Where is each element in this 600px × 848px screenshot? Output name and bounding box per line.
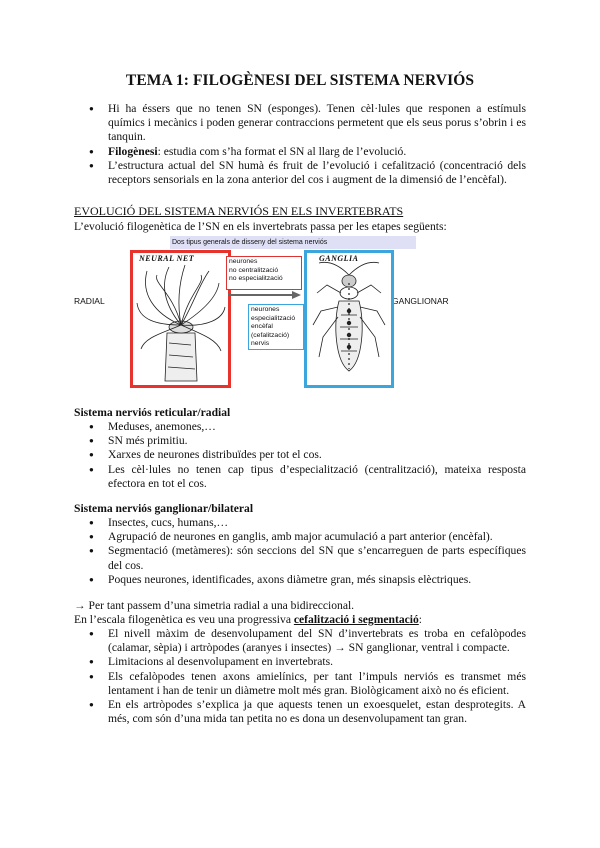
final-list — [0, 627, 600, 726]
list-item: ● Segmentació (metàmeres): són seccions del SN que s’encarreguen de parts específiques del cos. — [0, 544, 600, 572]
ganglia-tag — [248, 304, 304, 350]
radial-label: RADIAL — [74, 296, 105, 306]
list-item: ● Xarxes de neurones distribuïdes per tot el cos. — [0, 448, 600, 462]
insect-illustration — [307, 253, 391, 385]
nervous-system-figure — [74, 236, 526, 396]
tag-line: no centralització — [229, 266, 279, 274]
tag-line: especialització — [251, 314, 296, 322]
section-heading: EVOLUCIÓ DEL SISTEMA NERVIÓS EN ELS INVERTEBRATS — [74, 204, 404, 218]
page-title: TEMA 1: FILOGÈNESI DEL SISTEMA NERVIÓS — [125, 72, 475, 89]
tag-line: neurones — [229, 258, 258, 265]
radial-heading: Sistema nerviós reticular/radial — [74, 406, 231, 419]
intro-item: ● L’estructura actual del SN humà és fruit de l’evolució i cefalització (concentració dels receptors sensorials en la zona anterior del cos i augment de la dimensió de l’encèfal). — [0, 159, 600, 187]
ganglionar-label: GANGLIONAR — [392, 296, 449, 306]
tag-line: no especialització — [229, 275, 283, 282]
list-item: ● Les cèl·lules no tenen cap tipus d’especialització (centralització), mateixa resposta efectora en tot el cos. — [0, 463, 600, 491]
tag-line: neurones — [251, 306, 280, 313]
neural-net-label: NEURAL NET — [139, 254, 195, 263]
list-item: ● Insectes, cucs, humans,… — [0, 516, 600, 530]
tag-line: encèfal (cefalització) — [251, 323, 290, 339]
sea-anemone-illustration — [133, 253, 228, 385]
ganglia-box — [304, 250, 394, 388]
list-item: ● Limitacions al desenvolupament en invertebrats. — [0, 655, 600, 669]
intro-item: ● Hi ha éssers que no tenen SN (esponges). Tenen cèl·lules que responen a estímuls químics i mecànics i poden generar contraccions permetent que els seus porus s’obrin i es tanquin. — [0, 102, 600, 145]
ganglionar-heading: Sistema nerviós ganglionar/bilateral — [74, 502, 254, 515]
ganglionar-list — [0, 516, 600, 587]
neural-net-tag — [226, 256, 302, 290]
list-item: ● Meduses, anemones,… — [0, 420, 600, 434]
arrow-right-icon — [226, 290, 302, 300]
list-item: ● En els artròpodes s’explica ja que aquests tenen un exoesquelet, estan desprotegits. A més, com són d’una mida tan petita no es dona un desenvolupament tan gran. — [0, 698, 600, 726]
scale-text: En l’escala filogenètica es veu una progressiva cefalització i segmentació: — [74, 613, 423, 626]
list-item: ● SN més primitiu. — [0, 434, 600, 448]
radial-list — [0, 420, 600, 491]
list-item: ● Els cefalòpodes tenen axons amielínics, per tant l’impuls nerviós es transmet més lentament i han de tenir un diàmetre molt més gran. Biològicament això no és eficient. — [0, 670, 600, 698]
list-item: ● El nivell màxim de desenvolupament del SN d’invertebrats es troba en cefalòpodes (calamar, sèpia) i artròpodes (aranyes i insectes) → SN ganglionar, ventral i compacte. — [0, 627, 600, 655]
section-intro: L’evolució filogenètica de l’SN en els invertebrats passa per les etapes següents: — [74, 220, 447, 233]
tag-line: nervis — [251, 340, 270, 347]
intro-list — [0, 102, 600, 187]
neural-net-box — [130, 250, 231, 388]
list-item: ● Poques neurones, identificades, axons diàmetre gran, més sinapsis elèctriques. — [0, 573, 600, 587]
list-item: ● Agrupació de neurones en ganglis, amb major acumulació a part anterior (encèfal). — [0, 530, 600, 544]
intro-item: ● Filogènesi: estudia com s’ha format el SN al llarg de l’evolució. — [0, 145, 600, 159]
ganglia-label: GANGLIA — [319, 254, 359, 263]
figure-caption: Dos tipus generals de disseny del sistema nerviós — [170, 236, 416, 249]
transition-text: → Per tant passem d’una simetria radial a una bidireccional. — [74, 599, 355, 612]
